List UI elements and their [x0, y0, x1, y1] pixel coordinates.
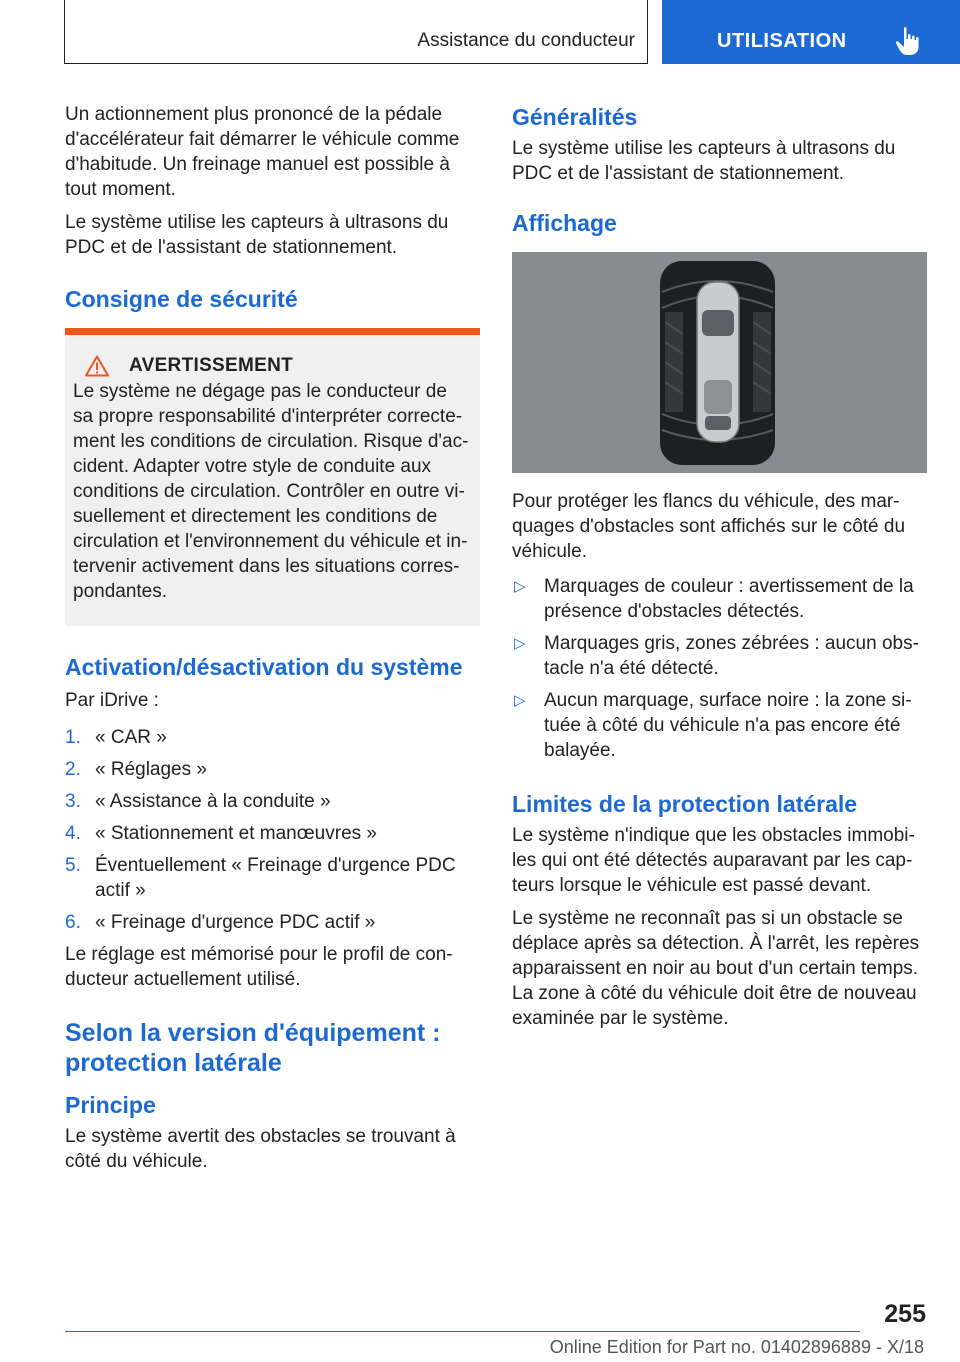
display-heading: Affichage — [512, 210, 617, 236]
edition-text: Online Edition for Part no. 01402896889 - X/18 — [549, 1337, 924, 1357]
display-paragraph: Pour protéger les flancs du véhicule, des marquages d'obstacles sont affichés sur le côté du véhicule. — [512, 491, 906, 562]
list-item — [512, 631, 927, 681]
section-title: Assistance du conducteur — [417, 30, 635, 51]
version-heading: Selon la version d'équipement : protection latérale — [65, 1019, 441, 1077]
step-number: 2. — [65, 759, 81, 780]
limits-paragraph-1: Le système n'indique que les obstacles immobiles qui ont été détectés auparavant par les capteurs lorsque le véhicule est passé devant. — [512, 825, 915, 896]
step-number: 4. — [65, 823, 81, 844]
marking-list — [512, 574, 927, 763]
intro-paragraph-2: Le système utilise les capteurs à ultrasons du PDC et de l'assistant de stationnement. — [65, 212, 449, 258]
parking-display-illustration — [512, 252, 927, 473]
triangle-bullet-icon: ▷ — [514, 635, 526, 652]
limits-paragraph-2: Le système ne reconnaît pas si un obstacle se déplace après sa détection. À l'arrêt, les repères apparaissent en noir au bout d'un certain temps. La zone à côté du véhicule doit être de nouveau examinée par le système. — [512, 908, 920, 1029]
footer-edition — [0, 1337, 960, 1358]
right-column — [512, 102, 927, 1039]
step-text: Éventuellement « Freinage d'urgence PDC actif » — [95, 855, 456, 901]
activation-heading: Activation/désactivation du système — [65, 654, 463, 680]
list-item — [65, 910, 480, 935]
limits-heading: Limites de la protection latérale — [512, 791, 858, 817]
bullet-text: Marquages de couleur : avertissement de la présence d'obstacles détectés. — [544, 576, 914, 622]
step-text: « CAR » — [95, 727, 167, 748]
step-number: 5. — [65, 855, 81, 876]
steps-list — [65, 725, 480, 935]
side-protection-image — [512, 252, 927, 473]
warning-box — [65, 328, 480, 626]
list-item — [65, 789, 480, 814]
step-text: « Assistance à la conduite » — [95, 791, 331, 812]
footer-divider — [65, 1331, 860, 1332]
bullet-text: Aucun marquage, surface noire : la zone située à côté du véhicule n'a pas encore été balayée. — [544, 690, 912, 761]
left-column — [65, 102, 480, 1182]
step-text: « Freinage d'urgence PDC actif » — [95, 912, 376, 933]
general-paragraph: Le système utilise les capteurs à ultrasons du PDC et de l'assistant de stationnement. — [512, 138, 896, 184]
list-item — [65, 853, 480, 903]
list-item — [512, 688, 927, 763]
hand-pointer-icon — [895, 26, 921, 56]
general-heading: Généralités — [512, 104, 638, 130]
header-section-box — [64, 0, 648, 64]
chapter-title: UTILISATION — [717, 30, 847, 52]
list-item — [512, 574, 927, 624]
page-number: 255 — [884, 1300, 926, 1328]
step-text: « Stationnement et manœuvres » — [95, 823, 377, 844]
triangle-bullet-icon: ▷ — [514, 578, 526, 595]
safety-heading: Consigne de sécurité — [65, 286, 298, 312]
triangle-bullet-icon: ▷ — [514, 692, 526, 709]
list-item — [65, 821, 480, 846]
step-number: 6. — [65, 912, 81, 933]
principle-paragraph: Le système avertit des obstacles se trouvant à côté du véhicule. — [65, 1126, 456, 1172]
step-number: 3. — [65, 791, 81, 812]
bullet-text: Marquages gris, zones zébrées : aucun obstacle n'a été détecté. — [544, 633, 919, 679]
step-text: « Réglages » — [95, 759, 207, 780]
idrive-label: Par iDrive : — [65, 690, 159, 711]
warning-title: AVERTISSEMENT — [129, 355, 294, 376]
chapter-tab — [662, 0, 960, 64]
warning-triangle-icon — [85, 355, 109, 377]
step-number: 1. — [65, 727, 81, 748]
intro-paragraph-1: Un actionnement plus prononcé de la pédale d'accélérateur fait démarrer le véhicule comme d'habitude. Un freinage manuel est possible à tout moment. — [65, 104, 460, 200]
memo-paragraph: Le réglage est mémorisé pour le profil de conducteur actuellement utilisé. — [65, 944, 453, 990]
list-item — [65, 725, 480, 750]
principle-heading: Principe — [65, 1092, 156, 1118]
warning-text: Le système ne dégage pas le conducteur de sa propre responsabilité d'interpréter correctement les conditions de circulation. Risque d'accident. Adapter votre style de conduite aux conditions de circulation. Contrôler en outre visuellement et directement les conditions de circulation et l'environnement du véhicule et intervenir activement dans les situations correspondantes. — [73, 381, 469, 602]
list-item — [65, 757, 480, 782]
